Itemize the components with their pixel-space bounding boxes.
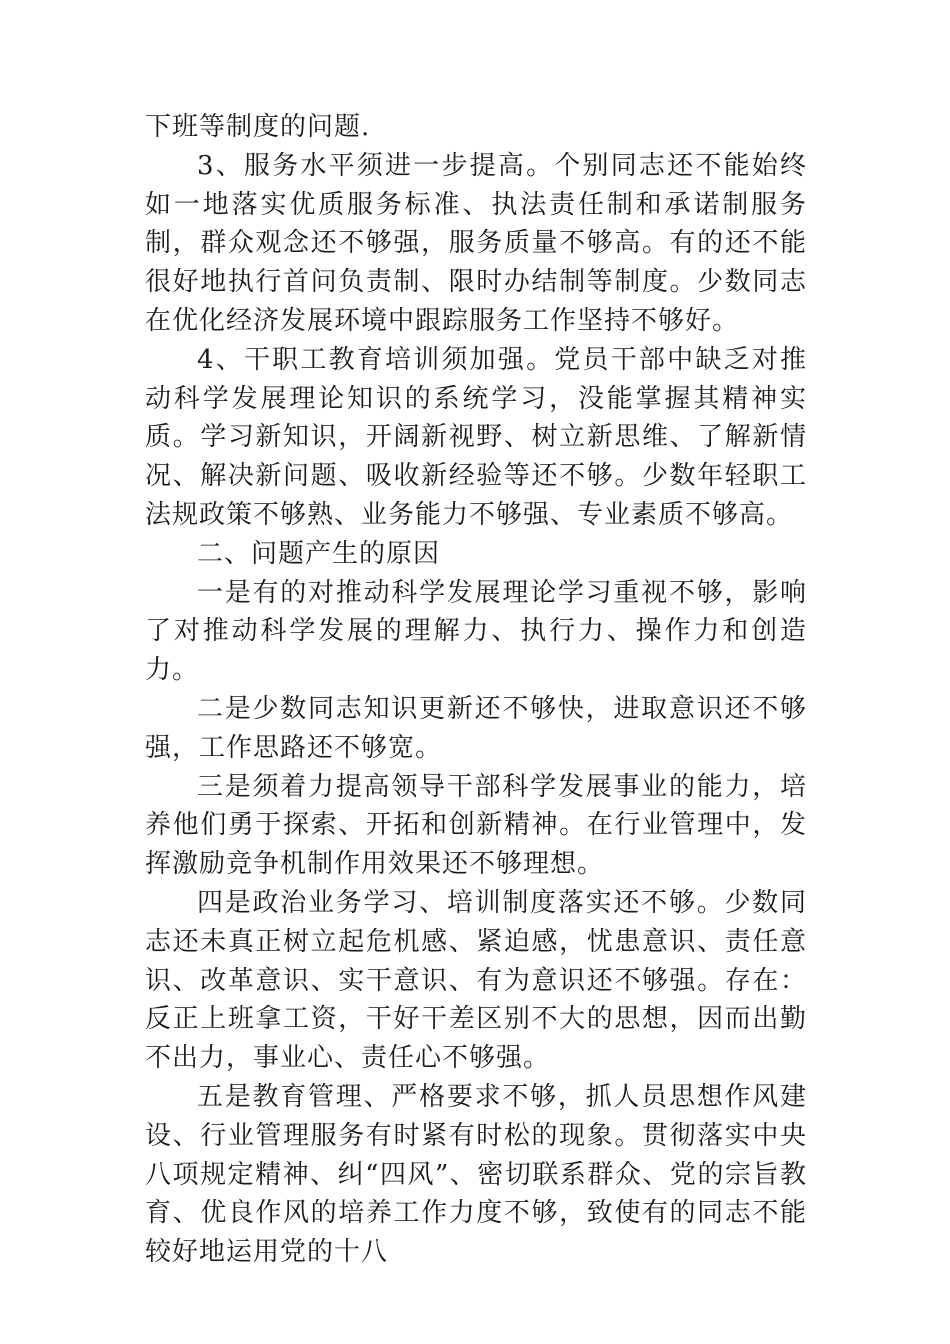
document-body [145, 108, 807, 1272]
paragraph-7: 三是须着力提高领导干部科学发展事业的能力，培养他们勇于探索、开拓和创新精神。在行业管理中，发挥激励竞争机制作用效果还不够理想。 [145, 771, 807, 880]
paragraph-9: 五是教育管理、严格要求不够，抓人员思想作风建设、行业管理服务有时紧有时松的现象。贯彻落实中央八项规定精神、纠“四风”、密切联系群众、党的宗旨教育、优良作风的培养工作力度不够，致使有的同志不能较好地运用党的十八 [145, 1081, 807, 1268]
paragraph-8: 四是政治业务学习、培训制度落实还不够。少数同志还未真正树立起危机感、紧迫感，忧患意识、责任意识、改革意识、实干意识、有为意识还不够强。存在：反正上班拿工资，干好干差区别不大的思想，因而出勤不出力，事业心、责任心不够强。 [145, 887, 807, 1074]
section-heading: 二、问题产生的原因 [197, 538, 441, 569]
paragraph-6: 二是少数同志知识更新还不够快，进取意识还不够强，工作思路还不够宽。 [145, 693, 807, 763]
paragraph-1: 下班等制度的问题. [145, 112, 371, 142]
paragraph-3: 4、干职工教育培训须加强。党员干部中缺乏对推动科学发展理论知识的系统学习，没能掌握其精神实质。学习新知识，开阔新视野、树立新思维、了解新情况、解决新问题、吸收新经验等还不够。少数年轻职工法规政策不够熟、业务能力不够强、专业素质不够高。 [145, 344, 807, 530]
paragraph-2: 3、服务水平须进一步提高。个别同志还不能始终如一地落实优质服务标准、执法责任制和承诺制服务制，群众观念还不够强，服务质量不够高。有的还不能很好地执行首问负责制、限时办结制等制度。少数同志在优化经济发展环境中跟踪服务工作坚持不够好。 [145, 150, 807, 336]
paragraph-5: 一是有的对推动科学发展理论学习重视不够，影响了对推动科学发展的理解力、执行力、操作力和创造力。 [145, 577, 807, 686]
